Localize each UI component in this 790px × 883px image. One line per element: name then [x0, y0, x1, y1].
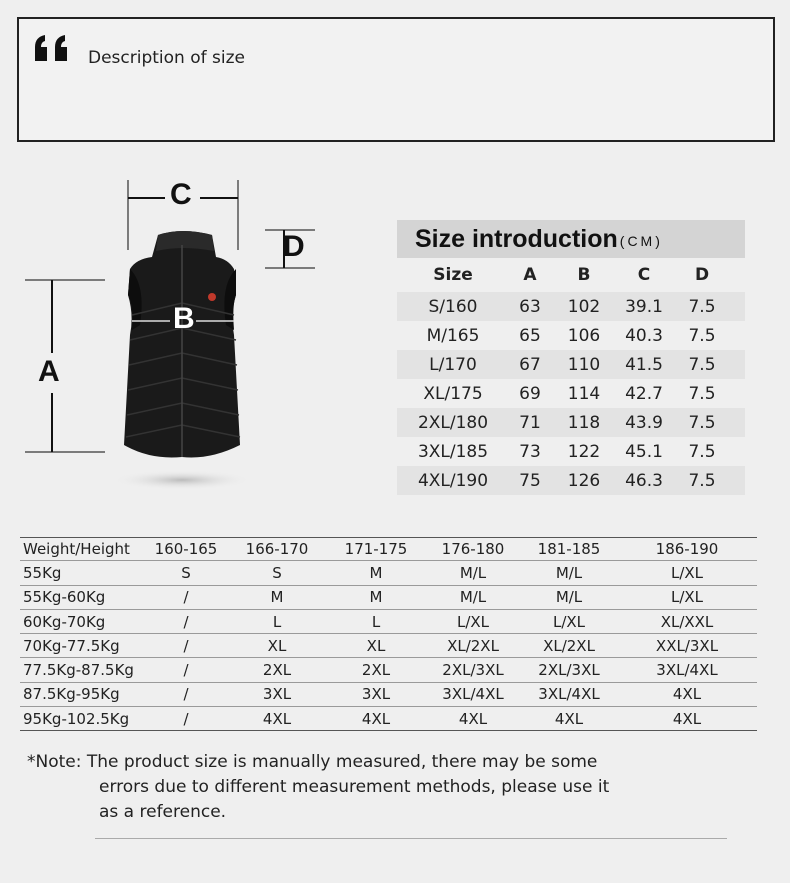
table-cell: 126 — [567, 470, 601, 491]
size-table-row — [397, 379, 745, 408]
dimension-label-b: B — [173, 302, 195, 335]
size-table-header — [397, 258, 745, 292]
table-cell: S — [181, 563, 191, 582]
note-line: errors due to different measurement methods, please use it — [99, 777, 610, 797]
table-cell: 4XL — [672, 709, 702, 728]
table-cell: 45.1 — [625, 441, 663, 462]
table-cell: 3XL/4XL — [442, 685, 504, 704]
table-cell: 70Kg-77.5Kg — [23, 636, 120, 655]
column-header: A — [523, 265, 537, 285]
table-cell: 7.5 — [688, 441, 716, 462]
table-cell: 110 — [567, 354, 601, 375]
size-table-row — [397, 321, 745, 350]
table-cell: / — [183, 612, 189, 631]
table-row — [20, 561, 757, 585]
table-cell: XL — [366, 636, 386, 655]
column-header: 166-170 — [245, 540, 309, 559]
column-header: 160-165 — [154, 540, 218, 559]
table-cell: 106 — [567, 325, 601, 346]
table-cell: XL/2XL — [447, 636, 499, 655]
table-cell: 77.5Kg-87.5Kg — [23, 661, 134, 680]
table-cell: 63 — [519, 296, 541, 317]
size-introduction-title — [397, 220, 745, 258]
table-cell: XL — [267, 636, 287, 655]
size-introduction-table — [397, 220, 745, 495]
table-cell: L/XL — [670, 563, 704, 582]
column-header: 186-190 — [655, 540, 719, 559]
dimension-label-c: C — [170, 178, 192, 211]
table-cell: 7.5 — [688, 325, 716, 346]
table-cell: 3XL/4XL — [538, 685, 600, 704]
table-cell: 43.9 — [625, 412, 663, 433]
table-cell: 4XL — [458, 709, 488, 728]
note-line: *Note: The product size is manually measured, there may be some — [27, 752, 598, 772]
table-cell: M/L — [555, 588, 583, 607]
table-row — [20, 707, 757, 731]
table-cell: 4XL — [554, 709, 584, 728]
table-cell: / — [183, 661, 189, 680]
size-unit-label: (CM) — [619, 232, 663, 249]
table-cell: 55Kg — [23, 563, 62, 582]
divider — [95, 838, 727, 839]
table-cell: L/XL — [552, 612, 586, 631]
weight-height-header — [20, 537, 757, 561]
column-header: C — [637, 265, 651, 285]
size-introduction-heading: Size introduction — [415, 224, 618, 253]
dimension-label-a: A — [38, 355, 60, 388]
table-cell: 7.5 — [688, 354, 716, 375]
dimension-label-d: D — [283, 230, 305, 263]
table-cell: L/170 — [429, 354, 477, 375]
column-header: 181-185 — [537, 540, 601, 559]
size-table-row — [397, 292, 745, 321]
table-cell: 95Kg-102.5Kg — [23, 709, 130, 728]
table-cell: 46.3 — [625, 470, 663, 491]
quote-icon — [33, 33, 73, 63]
table-cell: 40.3 — [625, 325, 663, 346]
column-header: Weight/Height — [23, 540, 130, 559]
table-cell: XXL/3XL — [655, 636, 719, 655]
vest-diagram — [20, 175, 340, 505]
table-cell: 4XL — [262, 709, 292, 728]
table-cell: M/165 — [426, 325, 480, 346]
table-cell: 7.5 — [688, 412, 716, 433]
table-cell: M/L — [459, 588, 487, 607]
table-cell: M/L — [555, 563, 583, 582]
column-header: D — [694, 265, 710, 285]
table-row — [20, 586, 757, 610]
table-cell: 3XL/185 — [417, 441, 489, 462]
column-header: 176-180 — [441, 540, 505, 559]
table-cell: 41.5 — [625, 354, 663, 375]
table-cell: 2XL/3XL — [538, 661, 600, 680]
table-cell: 71 — [519, 412, 541, 433]
header-box — [17, 17, 775, 142]
table-cell: L — [371, 612, 381, 631]
table-cell: 7.5 — [688, 383, 716, 404]
table-cell: 2XL — [262, 661, 292, 680]
table-cell: 3XL — [361, 685, 391, 704]
table-cell: M — [369, 588, 383, 607]
table-cell: M/L — [459, 563, 487, 582]
table-cell: 114 — [567, 383, 601, 404]
header-title: Description of size — [88, 48, 245, 68]
table-cell: 69 — [519, 383, 541, 404]
table-cell: S — [272, 563, 282, 582]
table-cell: 2XL/180 — [417, 412, 489, 433]
table-cell: / — [183, 709, 189, 728]
table-row — [20, 634, 757, 658]
table-cell: 7.5 — [688, 296, 716, 317]
table-row — [20, 658, 757, 682]
table-cell: 55Kg-60Kg — [23, 588, 106, 607]
table-row — [20, 683, 757, 707]
table-cell: 75 — [519, 470, 541, 491]
size-table-row — [397, 466, 745, 495]
table-cell: 3XL/4XL — [656, 661, 718, 680]
size-table-row — [397, 408, 745, 437]
vest-image — [20, 175, 340, 505]
table-cell: 102 — [567, 296, 601, 317]
table-cell: 73 — [519, 441, 541, 462]
table-cell: / — [183, 685, 189, 704]
table-cell: / — [183, 636, 189, 655]
table-cell: XL/175 — [423, 383, 483, 404]
table-cell: 4XL — [361, 709, 391, 728]
table-cell: L/XL — [670, 588, 704, 607]
table-cell: XL/2XL — [543, 636, 595, 655]
table-cell: 2XL — [361, 661, 391, 680]
table-cell: M — [270, 588, 284, 607]
table-cell: 4XL — [672, 685, 702, 704]
size-table-body — [397, 292, 745, 495]
column-header: Size — [433, 265, 473, 285]
table-cell: 122 — [567, 441, 601, 462]
table-cell: L — [272, 612, 282, 631]
size-table-row — [397, 437, 745, 466]
table-cell: 65 — [519, 325, 541, 346]
table-cell: 3XL — [262, 685, 292, 704]
table-cell: 39.1 — [625, 296, 663, 317]
table-cell: 42.7 — [625, 383, 663, 404]
table-cell: 67 — [519, 354, 541, 375]
table-cell: 118 — [567, 412, 601, 433]
table-row — [20, 610, 757, 634]
table-cell: 2XL/3XL — [442, 661, 504, 680]
table-cell: 4XL/190 — [417, 470, 489, 491]
column-header: 171-175 — [344, 540, 408, 559]
table-cell: / — [183, 588, 189, 607]
table-cell: S/160 — [428, 296, 478, 317]
weight-height-table — [20, 537, 757, 731]
weight-height-body — [20, 561, 757, 731]
table-cell: 87.5Kg-95Kg — [23, 685, 120, 704]
table-cell: L/XL — [456, 612, 490, 631]
table-cell: 7.5 — [688, 470, 716, 491]
table-cell: M — [369, 563, 383, 582]
table-cell: 60Kg-70Kg — [23, 612, 106, 631]
column-header: B — [577, 265, 591, 285]
size-table-row — [397, 350, 745, 379]
measurement-note — [27, 750, 767, 825]
note-line: as a reference. — [99, 802, 227, 822]
table-cell: XL/XXL — [660, 612, 714, 631]
